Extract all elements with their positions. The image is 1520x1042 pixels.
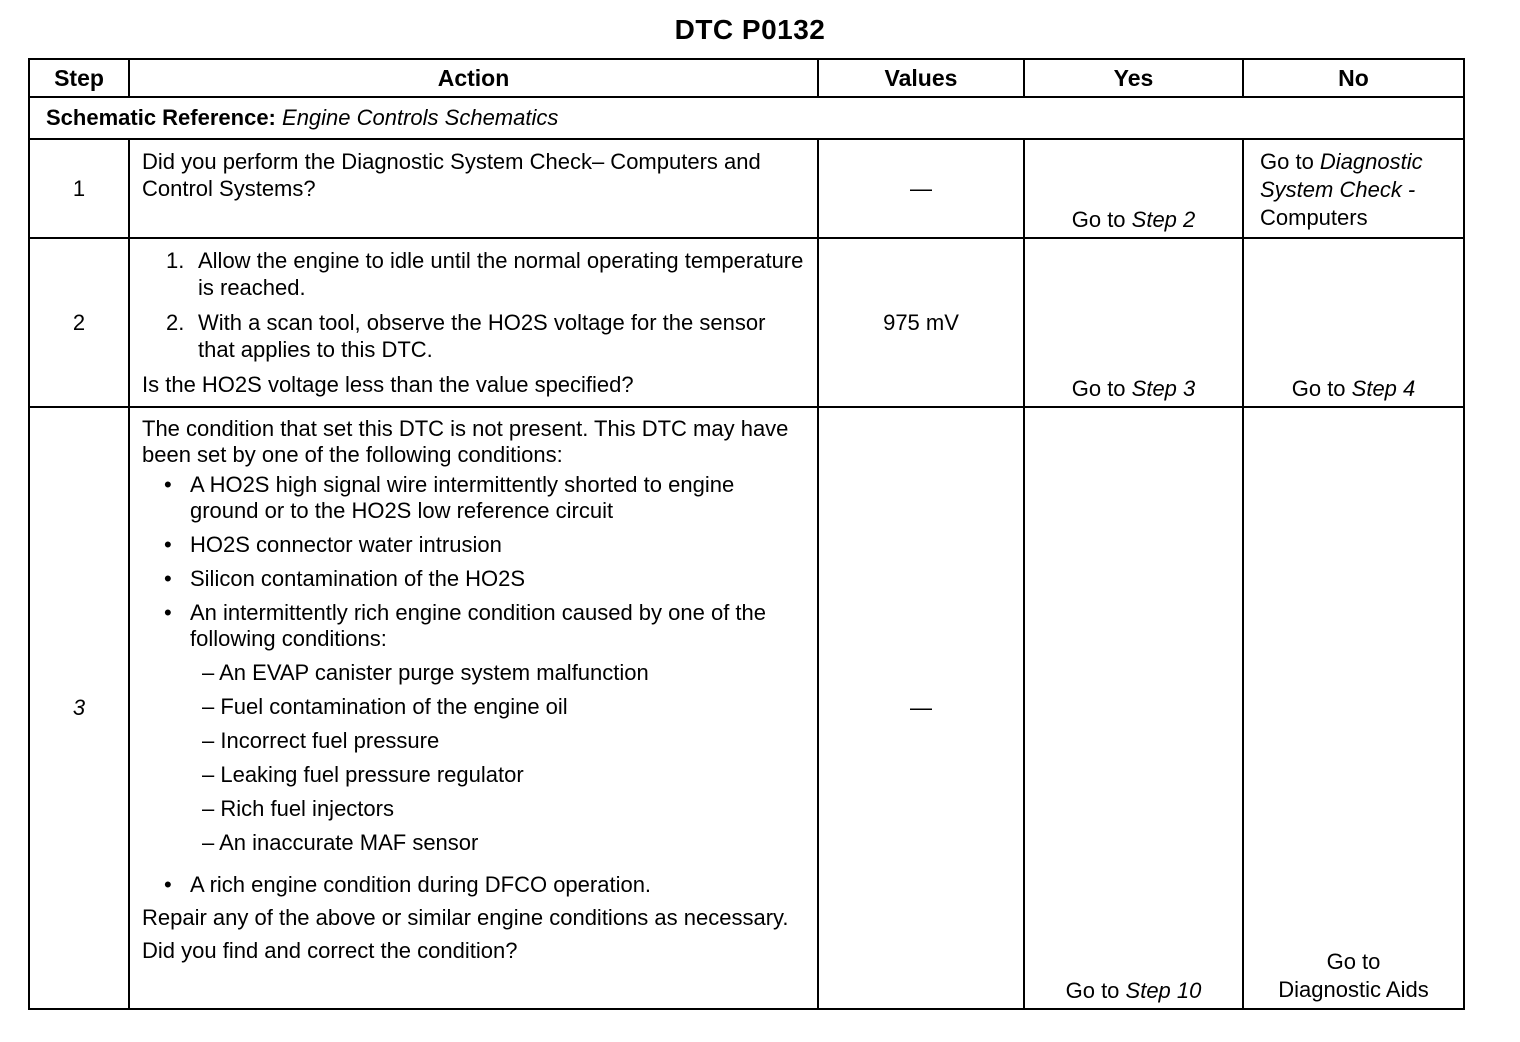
step-number: 1 [29, 139, 129, 238]
step-number: 2 [29, 238, 129, 407]
header-values: Values [818, 59, 1024, 97]
no-link[interactable]: Step 4 [1351, 376, 1416, 401]
action-question: Is the HO2S voltage less than the value specified? [142, 372, 634, 397]
no-cell: Go to Diagnostic System Check - Computers [1243, 139, 1464, 238]
list-item: • An intermittently rich engine condition caused by one of the following conditions: – An EVAP canister purge system malfunction – Fuel contamination of the engine oil – Incorrect fuel pressure – Leaking fuel pressure regulator – Rich fuel injectors – An inaccurate MAF sensor [164, 600, 807, 864]
action-intro: The condition that set this DTC is not present. This DTC may have been set by one of the following conditions: [142, 416, 789, 467]
header-row [29, 59, 1464, 97]
list-item: • A HO2S high signal wire intermittently shorted to engine ground or to the HO2S low reference circuit [164, 472, 735, 523]
list-item: – Rich fuel injectors [202, 796, 394, 821]
value-cell: — [818, 407, 1024, 1009]
schematic-label: Schematic Reference: [46, 105, 276, 130]
header-action: Action [129, 59, 818, 97]
table-row [29, 407, 1464, 1009]
no-cell: Go to Step 4 [1243, 238, 1464, 407]
list-item: – Incorrect fuel pressure [202, 728, 440, 753]
yes-cell: Go to Step 3 [1024, 238, 1243, 407]
table-row [29, 238, 1464, 407]
no-link[interactable]: Diagnostic Aids [1278, 977, 1429, 1002]
dash-list [190, 660, 807, 856]
schematic-row [29, 97, 1464, 139]
list-item: – An EVAP canister purge system malfunction [202, 660, 649, 685]
yes-link[interactable]: Step 3 [1131, 376, 1196, 401]
yes-cell: Go to Step 2 [1024, 139, 1243, 238]
value-cell: — [818, 139, 1024, 238]
step-number: 3 [29, 407, 129, 1009]
list-item: – Fuel contamination of the engine oil [202, 694, 568, 719]
yes-link[interactable]: Step 2 [1131, 207, 1196, 232]
no-link[interactable]: Diagnostic System Check - [1260, 149, 1423, 202]
value-cell: 975 mV [818, 238, 1024, 407]
list-item: – Leaking fuel pressure regulator [202, 762, 524, 787]
action-cell [129, 407, 818, 1009]
list-item: • Silicon contamination of the HO2S [164, 566, 526, 591]
schematic-reference [29, 97, 1464, 139]
list-item: 2. With a scan tool, observe the HO2S voltage for the sensor that applies to this DTC. [166, 310, 766, 362]
numbered-list [142, 247, 807, 363]
action-text: Did you perform the Diagnostic System Check– Computers and Control Systems? [129, 139, 818, 238]
repair-text: Repair any of the above or similar engine conditions as necessary. [142, 905, 789, 930]
schematic-link[interactable]: Engine Controls Schematics [282, 105, 559, 130]
page-title: DTC P0132 [674, 14, 826, 45]
header-no: No [1243, 59, 1464, 97]
action-cell [129, 238, 818, 407]
list-item: 1. Allow the engine to idle until the normal operating temperature is reached. [166, 248, 804, 300]
bullet-list [142, 472, 807, 898]
header-step: Step [29, 59, 129, 97]
no-cell: Go to Diagnostic Aids [1243, 407, 1464, 1009]
list-item: • HO2S connector water intrusion [164, 532, 502, 557]
yes-link[interactable]: Step 10 [1125, 978, 1202, 1003]
dtc-table [28, 58, 1465, 1010]
list-item: • A rich engine condition during DFCO operation. [164, 872, 652, 897]
header-yes: Yes [1024, 59, 1243, 97]
table-row [29, 139, 1464, 238]
yes-cell: Go to Step 10 [1024, 407, 1243, 1009]
list-item: – An inaccurate MAF sensor [202, 830, 479, 855]
action-question: Did you find and correct the condition? [142, 938, 518, 963]
